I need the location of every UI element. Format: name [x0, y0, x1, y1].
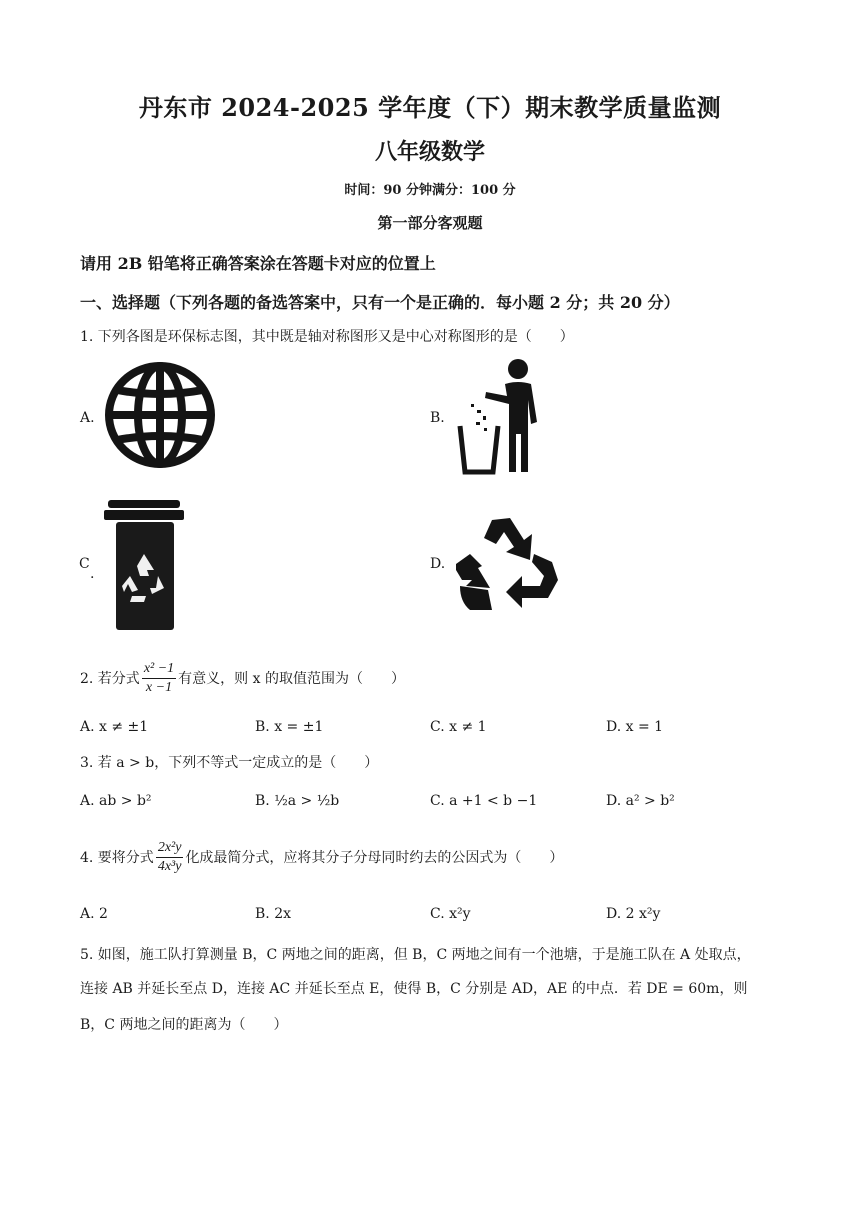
q2-option-d: D. x = 1 [606, 719, 664, 735]
q2-option-a: A. x ≠ ±1 [80, 719, 149, 735]
q3-option-b: B. ½a > ½b [255, 793, 340, 809]
exam-subtitle: 八年级数学 [374, 139, 485, 165]
globe-icon [103, 360, 217, 470]
q1-option-c-dot: . [90, 566, 95, 582]
q3-stem: 3. 若 a > b，下列不等式一定成立的是（ ） [80, 755, 379, 771]
q4-fraction-numerator: 2x²y [156, 839, 184, 858]
q1-option-a-label: A. [80, 410, 95, 426]
q4-option-a: A. 2 [80, 906, 108, 922]
q1-stem: 1. 下列各图是环保标志图，其中既是轴对称图形又是中心对称图形的是（ ） [80, 329, 574, 345]
q2-option-c: C. x ≠ 1 [430, 719, 487, 735]
q4-option-c: C. x²y [430, 906, 471, 922]
q1-option-b-label: B. [430, 410, 445, 426]
recycle-arrows-icon [452, 514, 562, 618]
recycle-bin-icon [102, 496, 186, 634]
q1-option-c-label: C [79, 556, 90, 572]
q2-stem [80, 656, 405, 700]
q2-fraction-denominator: x −1 [145, 679, 173, 695]
q3-option-c: C. a +1 < b −1 [430, 793, 538, 809]
q4-suffix: 化成最简分式，应将其分子分母同时约去的公因式为（ ） [185, 850, 564, 866]
q4-stem [80, 835, 563, 879]
q3-option-a: A. ab > b² [80, 793, 152, 809]
q2-option-b: B. x = ±1 [255, 719, 324, 735]
q4-option-b: B. 2x [255, 906, 291, 922]
q5-line3: B，C 两地之间的距离为（ ） [80, 1017, 288, 1033]
q4-fraction [156, 839, 184, 876]
q2-fraction [142, 660, 176, 697]
q1-option-d-label: D. [430, 556, 446, 572]
exam-title: 丹东市 2024-2025 学年度（下）期末教学质量监测 [138, 93, 722, 122]
section-heading: 一、选择题（下列各题的备选答案中，只有一个是正确的．每小题 2 分；共 20 分） [80, 293, 680, 312]
q2-prefix: 2. 若分式 [80, 671, 140, 687]
part-heading: 第一部分客观题 [377, 214, 483, 232]
q5-line2: 连接 AB 并延长至点 D，连接 AC 并延长至点 E，使得 B，C 分别是 AD，AE 的中点．若 DE = 60m，则 [80, 981, 748, 997]
q4-prefix: 4. 要将分式 [80, 850, 154, 866]
time-info: 时间：90 分钟满分：100 分 [344, 183, 516, 198]
q2-fraction-numerator: x² −1 [142, 660, 176, 679]
q2-suffix: 有意义，则 x 的取值范围为（ ） [178, 671, 405, 687]
q3-option-d: D. a² > b² [606, 793, 675, 809]
person-trash-icon [455, 358, 550, 476]
q4-fraction-denominator: 4x³y [157, 858, 182, 874]
q4-option-d: D. 2 x²y [606, 906, 661, 922]
instruction: 请用 2B 铅笔将正确答案涂在答题卡对应的位置上 [80, 254, 436, 273]
q5-line1: 5. 如图，施工队打算测量 B，C 两地之间的距离，但 B，C 两地之间有一个池塘，于是施工队在 A 处取点， [80, 947, 751, 963]
